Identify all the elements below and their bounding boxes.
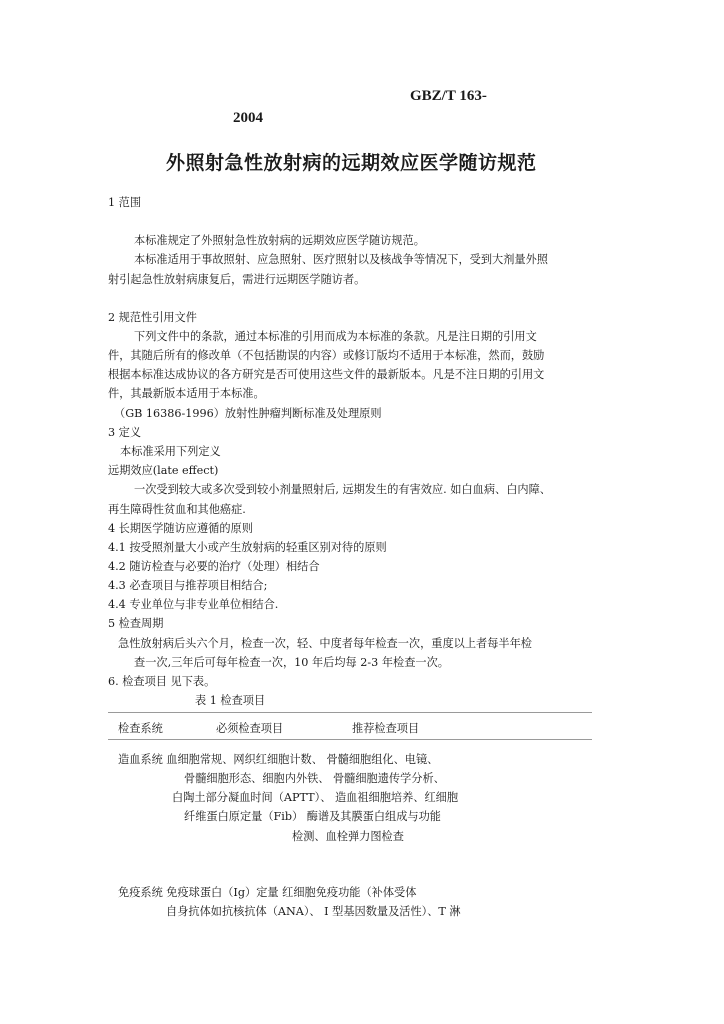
body-line: 4 长期医学随访应遵循的原则	[108, 522, 253, 535]
standard-code-line1: GBZ/T 163-	[410, 88, 487, 104]
body-line: 本标准规定了外照射急性放射病的远期效应医学随访规范。	[134, 234, 425, 247]
body-line: 下列文件中的条款，通过本标准的引用而成为本标准的条款。凡是注日期的引用文	[134, 330, 537, 343]
body-line: 一次受到较大或多次受到较小剂量照射后, 远期发生的有害效应. 如白血病、白内障、	[134, 483, 551, 496]
table-row: 免疫系统 免疫球蛋白（Ig）定量 红细胞免疫功能（补体受体	[118, 886, 417, 899]
body-line: （GB 16386-1996）放射性肿瘤判断标准及处理原则	[114, 407, 382, 420]
table-row: 造血系统 血细胞常规、网织红细胞计数、 骨髓细胞组化、电镜、	[118, 753, 439, 766]
header-rule	[108, 739, 592, 740]
body-line: 1 范围	[108, 196, 142, 209]
header-system: 检查系统	[118, 722, 163, 735]
body-line: 4.4 专业单位与非专业单位相结合.	[108, 598, 279, 611]
body-line: 件，其随后所有的修改单（不包括勘误的内容）或修订版均不适用于本标准，然而，鼓励	[108, 349, 545, 362]
table-top-rule	[108, 712, 592, 713]
table-row: 纤维蛋白原定量（Fib） 酶谱及其膜蛋白组成与功能	[184, 810, 441, 823]
body-line: 远期效应(late effect)	[108, 464, 219, 477]
body-line: 件，其最新版本适用于本标准。	[108, 387, 265, 400]
body-line: 根据本标准达成协议的各方研究是否可使用这些文件的最新版本。凡是不注日期的引用文	[108, 368, 545, 381]
body-line: 3 定义	[108, 426, 142, 439]
table-row: 自身抗体如抗核抗体（ANA）、 I 型基因数量及活性）、T 淋	[166, 905, 461, 918]
header-required: 必须检查项目	[216, 722, 284, 735]
body-line: 本标准采用下列定义	[120, 445, 221, 458]
body-line: 2 规范性引用文件	[108, 311, 197, 324]
body-line: 急性放射病后头六个月，检查一次，轻、中度者每年检查一次，重度以上者每半年检	[118, 637, 532, 650]
table-caption: 表 1 检查项目	[195, 694, 266, 707]
body-line: 射引起急性放射病康复后，需进行远期医学随访者。	[108, 273, 366, 286]
body-line: 本标准适用于事故照射、应急照射、医疗照射以及核战争等情况下，受到大剂量外照	[134, 253, 548, 266]
table-row: 白陶土部分凝血时间（APTT）、 造血祖细胞培养、红细胞	[172, 791, 459, 804]
standard-code-line2: 2004	[233, 110, 263, 126]
body-line: 5 检查周期	[108, 617, 164, 630]
body-line: 再生障碍性贫血和其他癌症.	[108, 503, 246, 516]
table-row: 骨髓细胞形态、细胞内外铁、 骨髓细胞遗传学分析、	[184, 772, 445, 785]
body-line: 4.2 随访检查与必要的治疗（处理）相结合	[108, 560, 320, 573]
table-row: 检测、血栓弹力图检查	[292, 830, 404, 843]
body-line: 查一次,三年后可每年检查一次，10 年后均每 2-3 年检查一次。	[134, 656, 449, 669]
header-recommended: 推荐检查项目	[352, 722, 420, 735]
body-line: 6. 检查项目 见下表。	[108, 675, 216, 688]
body-line: 4.1 按受照剂量大小或产生放射病的轻重区别对待的原则	[108, 541, 387, 554]
document-title: 外照射急性放射病的远期效应医学随访规范	[166, 152, 537, 174]
body-line: 4.3 必查项目与推荐项目相结合;	[108, 579, 268, 592]
